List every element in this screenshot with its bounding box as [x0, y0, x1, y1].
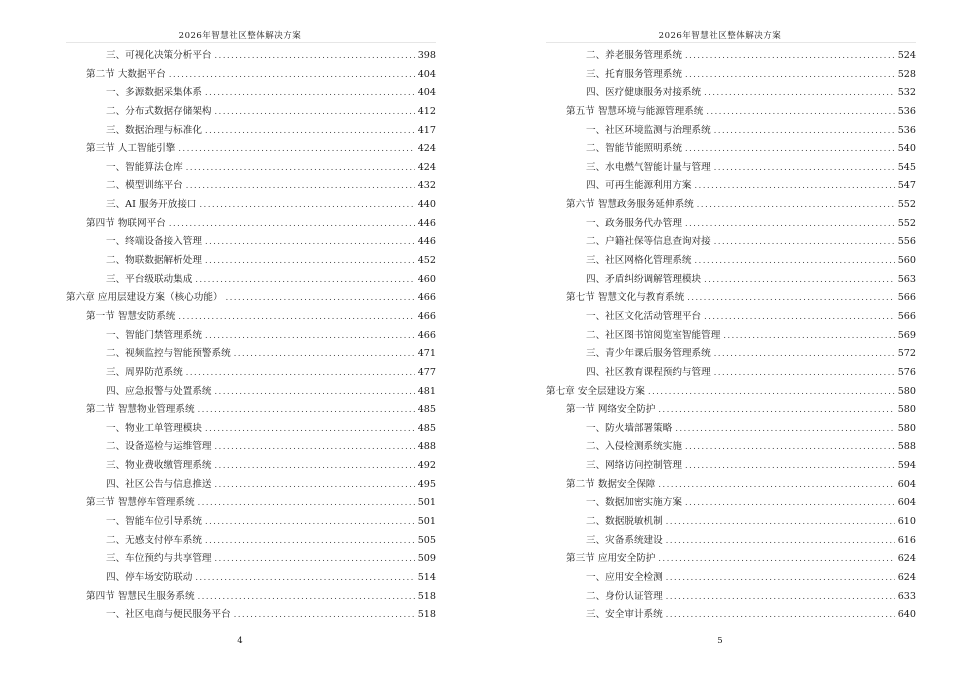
toc-entry-page-number: 556: [897, 236, 916, 248]
toc-section-entry[interactable]: [546, 103, 916, 122]
toc-entry-page-number: 452: [417, 255, 436, 267]
toc-subsection-entry[interactable]: [66, 569, 436, 588]
toc-subsection-entry[interactable]: [546, 271, 916, 290]
page-number: 4: [237, 636, 243, 646]
toc-entry-page-number: 588: [897, 441, 916, 453]
dot-leader: [215, 476, 415, 495]
dot-leader: [714, 122, 895, 141]
toc-entry-page-number: 536: [897, 105, 916, 117]
toc-subsection-entry[interactable]: [546, 66, 916, 85]
toc-entry-title: 一、数据加密实施方案: [586, 497, 682, 509]
toc-entry-page-number: 432: [417, 180, 436, 192]
dot-leader: [178, 308, 414, 327]
toc-entry-page-number: 446: [417, 236, 436, 248]
toc-entry-page-number: 563: [897, 273, 916, 285]
dot-leader: [666, 513, 895, 532]
dot-leader: [186, 364, 415, 383]
dot-leader: [658, 401, 894, 420]
toc-chapter-entry[interactable]: [546, 383, 916, 402]
toc-entry-page-number: 460: [417, 273, 436, 285]
dot-leader: [215, 47, 415, 66]
dot-leader: [714, 159, 895, 178]
toc-entry-title: 二、数据脱敏机制: [586, 516, 663, 528]
page-number: 5: [717, 636, 723, 646]
toc-subsection-entry[interactable]: [66, 233, 436, 252]
toc-entry-title: 二、无感支付停车系统: [106, 534, 202, 546]
toc-subsection-entry[interactable]: [66, 383, 436, 402]
toc-section-entry[interactable]: [66, 401, 436, 420]
toc-entry-page-number: 580: [897, 422, 916, 434]
toc-entry-title: 一、智能门禁管理系统: [106, 329, 202, 341]
toc-subsection-entry[interactable]: [66, 532, 436, 551]
dot-leader: [205, 233, 415, 252]
toc-entry-page-number: 616: [897, 534, 916, 546]
toc-subsection-entry[interactable]: [66, 196, 436, 215]
toc-entry-page-number: 518: [417, 590, 436, 602]
toc-section-entry[interactable]: [66, 308, 436, 327]
toc-entry-title: 四、社区公告与信息推送: [106, 478, 212, 490]
toc-entry-page-number: 495: [417, 478, 436, 490]
toc-entry-title: 第一节 网络安全防护: [566, 404, 656, 416]
toc-entry-title: 一、智能算法仓库: [106, 161, 183, 173]
toc-subsection-entry[interactable]: [546, 420, 916, 439]
dot-leader: [666, 569, 895, 588]
dot-leader: [685, 438, 895, 457]
toc-entry-page-number: 404: [417, 87, 436, 99]
header-divider: [66, 42, 436, 43]
toc-entry-page-number: 481: [417, 385, 436, 397]
running-header: 2026年智慧社区整体解决方案: [178, 31, 302, 41]
dot-leader: [205, 84, 415, 103]
dot-leader: [234, 345, 415, 364]
toc-entry-page-number: 524: [897, 50, 916, 61]
toc-entry-page-number: 466: [417, 310, 436, 322]
toc-subsection-entry[interactable]: [546, 345, 916, 364]
toc-entry-page-number: 624: [897, 571, 916, 583]
toc-entry-title: 一、多源数据采集体系: [106, 87, 202, 99]
toc-entry-title: 四、停车场安防联动: [106, 571, 193, 583]
toc-entry-page-number: 580: [897, 385, 916, 397]
toc-entry-title: 一、社区环境监测与治理系统: [586, 124, 711, 136]
toc-subsection-entry[interactable]: [546, 532, 916, 551]
dot-leader: [695, 252, 895, 271]
toc-entry-title: 二、社区图书馆阅览室智能管理: [586, 329, 721, 341]
toc-entry-title: 三、水电燃气智能计量与管理: [586, 161, 711, 173]
toc-entry-title: 第三节 人工智能引擎: [86, 143, 176, 155]
toc-entry-title: 第七节 智慧文化与教育系统: [566, 292, 685, 304]
toc-subsection-entry[interactable]: [66, 47, 436, 66]
toc-section-entry[interactable]: [546, 401, 916, 420]
toc-entry-page-number: 552: [897, 217, 916, 229]
dot-leader: [704, 271, 895, 290]
toc-entry-page-number: 492: [417, 460, 436, 472]
toc-list: [66, 47, 436, 625]
dot-leader: [685, 457, 895, 476]
toc-entry-page-number: 412: [417, 105, 436, 117]
toc-entry-title: 二、智能节能照明系统: [586, 143, 682, 155]
toc-entry-title: 一、防火墙部署策略: [586, 422, 673, 434]
toc-entry-page-number: 552: [897, 199, 916, 211]
toc-entry-page-number: 566: [897, 292, 916, 304]
toc-subsection-entry[interactable]: [546, 364, 916, 383]
toc-entry-page-number: 532: [897, 87, 916, 99]
dot-leader: [198, 494, 415, 513]
toc-entry-title: 二、分布式数据存储架构: [106, 105, 212, 117]
dot-leader: [205, 420, 415, 439]
toc-entry-title: 三、车位预约与共享管理: [106, 553, 212, 565]
toc-subsection-entry[interactable]: [66, 159, 436, 178]
toc-entry-page-number: 594: [897, 460, 916, 472]
toc-subsection-entry[interactable]: [546, 84, 916, 103]
dot-leader: [714, 233, 895, 252]
toc-entry-title: 第二节 智慧物业管理系统: [86, 404, 195, 416]
toc-entry-title: 三、AI 服务开放接口: [106, 199, 197, 211]
toc-entry-title: 第二节 大数据平台: [86, 68, 166, 80]
dot-leader: [714, 364, 895, 383]
toc-entry-page-number: 518: [417, 609, 436, 621]
toc-entry-page-number: 545: [897, 161, 916, 173]
toc-entry-page-number: 560: [897, 255, 916, 267]
dot-leader: [666, 606, 895, 625]
dot-leader: [685, 47, 895, 66]
toc-entry-page-number: 633: [897, 590, 916, 602]
dot-leader: [685, 140, 895, 159]
toc-entry-title: 二、入侵检测系统实施: [586, 441, 682, 453]
dot-leader: [186, 177, 415, 196]
toc-entry-page-number: 604: [897, 497, 916, 509]
toc-entry-page-number: 569: [897, 329, 916, 341]
dot-leader: [198, 401, 415, 420]
dot-leader: [178, 140, 414, 159]
dot-leader: [706, 103, 894, 122]
toc-subsection-entry[interactable]: [66, 364, 436, 383]
toc-subsection-entry[interactable]: [66, 606, 436, 625]
toc-section-entry[interactable]: [66, 215, 436, 234]
toc-entry-title: 第四节 智慧民生服务系统: [86, 590, 195, 602]
toc-subsection-entry[interactable]: [546, 457, 916, 476]
toc-subsection-entry[interactable]: [66, 271, 436, 290]
toc-entry-title: 一、社区电商与便民服务平台: [106, 609, 231, 621]
toc-entry-title: 三、网络访问控制管理: [586, 460, 682, 472]
toc-entry-page-number: 440: [417, 199, 436, 211]
toc-entry-page-number: 514: [417, 571, 436, 583]
toc-entry-title: 第四节 物联网平台: [86, 217, 166, 229]
toc-entry-title: 第三节 应用安全防护: [566, 553, 656, 565]
toc-entry-title: 四、可再生能源利用方案: [586, 180, 692, 192]
toc-entry-page-number: 501: [417, 497, 436, 509]
toc-entry-title: 二、视频监控与智能预警系统: [106, 348, 231, 360]
toc-subsection-entry[interactable]: [66, 252, 436, 271]
toc-entry-title: 一、物业工单管理模块: [106, 422, 202, 434]
dot-leader: [685, 215, 895, 234]
toc-entry-page-number: 572: [897, 348, 916, 360]
toc-entry-page-number: 624: [897, 553, 916, 565]
toc-entry-title: 三、平台级联动集成: [106, 273, 193, 285]
toc-entry-page-number: 466: [417, 329, 436, 341]
dot-leader: [186, 159, 415, 178]
toc-entry-title: 三、周界防范系统: [106, 366, 183, 378]
toc-entry-page-number: 485: [417, 422, 436, 434]
toc-subsection-entry[interactable]: [66, 103, 436, 122]
toc-subsection-entry[interactable]: [66, 177, 436, 196]
running-header: 2026年智慧社区整体解决方案: [658, 31, 782, 41]
toc-entry-title: 第五节 智慧环境与能源管理系统: [566, 105, 704, 117]
toc-entry-title: 四、社区教育课程预约与管理: [586, 366, 711, 378]
dot-leader: [648, 383, 895, 402]
toc-entry-page-number: 417: [417, 124, 436, 136]
toc-section-entry[interactable]: [546, 196, 916, 215]
dot-leader: [675, 420, 894, 439]
header-divider: [546, 42, 916, 43]
toc-subsection-entry[interactable]: [66, 476, 436, 495]
toc-entry-title: 一、应用安全检测: [586, 571, 663, 583]
toc-entry-title: 二、模型训练平台: [106, 180, 183, 192]
toc-entry-page-number: 446: [417, 217, 436, 229]
toc-entry-page-number: 547: [897, 180, 916, 192]
toc-entry-title: 第一节 智慧安防系统: [86, 310, 176, 322]
dot-leader: [704, 84, 895, 103]
toc-section-entry[interactable]: [66, 140, 436, 159]
dot-leader: [195, 271, 414, 290]
toc-subsection-entry[interactable]: [546, 177, 916, 196]
toc-entry-page-number: 580: [897, 404, 916, 416]
toc-entry-title: 一、终端设备接入管理: [106, 236, 202, 248]
dot-leader: [169, 66, 415, 85]
dot-leader: [215, 457, 415, 476]
toc-subsection-entry[interactable]: [546, 215, 916, 234]
toc-entry-title: 二、物联数据解析处理: [106, 255, 202, 267]
toc-subsection-entry[interactable]: [66, 345, 436, 364]
dot-leader: [169, 215, 415, 234]
toc-entry-page-number: 471: [417, 348, 436, 360]
toc-subsection-entry[interactable]: [546, 122, 916, 141]
toc-entry-page-number: 404: [417, 68, 436, 80]
dot-leader: [200, 196, 415, 215]
toc-entry-page-number: 488: [417, 441, 436, 453]
toc-chapter-entry[interactable]: [66, 289, 436, 308]
dot-leader: [215, 438, 415, 457]
toc-entry-title: 四、医疗健康服务对接系统: [586, 87, 702, 99]
toc-entry-page-number: 640: [897, 609, 916, 621]
toc-subsection-entry[interactable]: [546, 569, 916, 588]
toc-entry-title: 一、政务服务代办管理: [586, 217, 682, 229]
toc-subsection-entry[interactable]: [66, 122, 436, 141]
toc-entry-title: 二、户籍社保等信息查询对接: [586, 236, 711, 248]
toc-entry-page-number: 536: [897, 124, 916, 136]
toc-subsection-entry[interactable]: [546, 438, 916, 457]
toc-entry-page-number: 485: [417, 404, 436, 416]
toc-subsection-entry[interactable]: [546, 588, 916, 607]
toc-entry-title: 第三节 智慧停车管理系统: [86, 497, 195, 509]
toc-entry-title: 一、智能车位引导系统: [106, 516, 202, 528]
toc-entry-title: 三、灾备系统建设: [586, 534, 663, 546]
toc-entry-page-number: 576: [897, 366, 916, 378]
toc-subsection-entry[interactable]: [546, 140, 916, 159]
toc-entry-page-number: 501: [417, 516, 436, 528]
dot-leader: [226, 289, 415, 308]
toc-subsection-entry[interactable]: [546, 47, 916, 66]
toc-entry-title: 三、数据治理与标准化: [106, 124, 202, 136]
toc-subsection-entry[interactable]: [66, 327, 436, 346]
toc-entry-title: 二、养老服务管理系统: [586, 50, 682, 61]
toc-entry-page-number: 398: [417, 50, 436, 61]
dot-leader: [704, 308, 895, 327]
dot-leader: [687, 289, 895, 308]
dot-leader: [685, 494, 895, 513]
toc-entry-title: 第六节 智慧政务服务延伸系统: [566, 199, 694, 211]
toc-entry-title: 三、安全审计系统: [586, 609, 663, 621]
dot-leader: [195, 569, 414, 588]
dot-leader: [714, 345, 895, 364]
toc-subsection-entry[interactable]: [66, 438, 436, 457]
toc-subsection-entry[interactable]: [546, 233, 916, 252]
toc-subsection-entry[interactable]: [546, 252, 916, 271]
dot-leader: [205, 327, 415, 346]
toc-subsection-entry[interactable]: [546, 327, 916, 346]
toc-entry-title: 三、青少年课后服务管理系统: [586, 348, 711, 360]
dot-leader: [198, 588, 415, 607]
toc-entry-page-number: 509: [417, 553, 436, 565]
toc-entry-page-number: 466: [417, 292, 436, 304]
dot-leader: [695, 177, 895, 196]
toc-entry-page-number: 424: [417, 161, 436, 173]
dot-leader: [205, 252, 415, 271]
dot-leader: [205, 513, 415, 532]
toc-subsection-entry[interactable]: [66, 84, 436, 103]
dot-leader: [723, 327, 894, 346]
toc-section-entry[interactable]: [546, 289, 916, 308]
toc-subsection-entry[interactable]: [66, 457, 436, 476]
toc-section-entry[interactable]: [546, 550, 916, 569]
toc-page-right: [480, 0, 960, 682]
toc-entry-title: 第二节 数据安全保障: [566, 478, 656, 490]
toc-entry-page-number: 528: [897, 68, 916, 80]
toc-list: [546, 47, 916, 625]
dot-leader: [205, 532, 415, 551]
toc-entry-page-number: 566: [897, 310, 916, 322]
dot-leader: [215, 383, 415, 402]
toc-subsection-entry[interactable]: [66, 420, 436, 439]
toc-entry-page-number: 477: [417, 366, 436, 378]
toc-entry-title: 四、应急报警与处置系统: [106, 385, 212, 397]
dot-leader: [205, 122, 415, 141]
dot-leader: [685, 66, 895, 85]
toc-subsection-entry[interactable]: [546, 159, 916, 178]
toc-subsection-entry[interactable]: [66, 513, 436, 532]
toc-entry-page-number: 540: [897, 143, 916, 155]
toc-entry-title: 三、托育服务管理系统: [586, 68, 682, 80]
toc-entry-title: 第六章 应用层建设方案（核心功能）: [66, 292, 223, 304]
dot-leader: [666, 532, 895, 551]
toc-entry-title: 四、矛盾纠纷调解管理模块: [586, 273, 702, 285]
toc-entry-title: 二、身份认证管理: [586, 590, 663, 602]
dot-leader: [215, 550, 415, 569]
dot-leader: [234, 606, 415, 625]
toc-entry-title: 一、社区文化活动管理平台: [586, 310, 702, 322]
toc-entry-title: 第七章 安全层建设方案: [546, 385, 645, 397]
dot-leader: [215, 103, 415, 122]
dot-leader: [658, 550, 894, 569]
toc-entry-title: 三、社区网格化管理系统: [586, 255, 692, 267]
toc-entry-page-number: 604: [897, 478, 916, 490]
dot-leader: [697, 196, 895, 215]
toc-subsection-entry[interactable]: [66, 550, 436, 569]
toc-subsection-entry[interactable]: [546, 606, 916, 625]
dot-leader: [658, 476, 894, 495]
toc-entry-page-number: 610: [897, 516, 916, 528]
dot-leader: [666, 588, 895, 607]
toc-entry-title: 三、物业费收缴管理系统: [106, 460, 212, 472]
toc-section-entry[interactable]: [66, 588, 436, 607]
toc-entry-page-number: 505: [417, 534, 436, 546]
toc-subsection-entry[interactable]: [546, 513, 916, 532]
toc-section-entry[interactable]: [66, 66, 436, 85]
toc-subsection-entry[interactable]: [546, 308, 916, 327]
toc-entry-title: 三、可视化决策分析平台: [106, 50, 212, 61]
toc-section-entry[interactable]: [66, 494, 436, 513]
toc-entry-page-number: 424: [417, 143, 436, 155]
toc-entry-title: 二、设备巡检与运维管理: [106, 441, 212, 453]
toc-section-entry[interactable]: [546, 476, 916, 495]
toc-subsection-entry[interactable]: [546, 494, 916, 513]
